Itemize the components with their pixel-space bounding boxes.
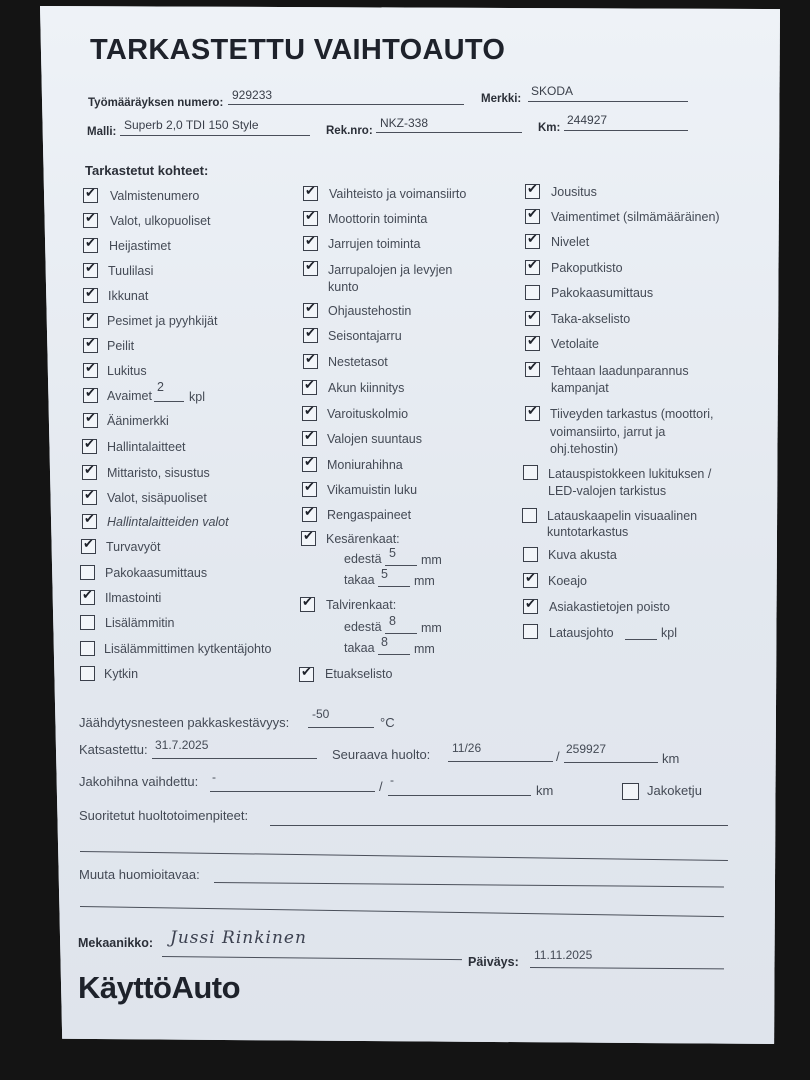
next-service-slash: / [556,749,560,764]
label-ilmastointi: Ilmastointi [105,591,162,605]
winter-rear-line [378,654,410,655]
keys-count: 2 [157,380,164,394]
checkbox-varoituskolmio[interactable] [302,406,317,421]
label-tuulilasi: Tuulilasi [108,264,154,278]
winter-front-line [385,633,417,634]
checkbox-akku[interactable] [302,380,317,395]
label-talvirenkaat: Talvirenkaat: [326,598,397,612]
checkbox-avaimet[interactable] [83,388,98,403]
label-valojen-suuntaus: Valojen suuntaus [327,432,422,446]
next-service-km: 259927 [566,742,607,756]
label-moottori: Moottorin toiminta [328,212,428,226]
checkbox-taka-akselisto[interactable] [525,311,540,326]
checkbox-kuva-akusta[interactable] [523,547,538,562]
date-label: Päiväys: [468,955,519,969]
label-valmistenumero: Valmistenumero [110,189,200,203]
checkbox-valot-sisa[interactable] [82,490,97,505]
label-turvavyot: Turvavyöt [106,540,161,554]
winter-rear-label: takaa [344,641,375,655]
antifreeze-line [308,727,374,728]
label-taka-akselisto: Taka-akselisto [551,312,631,326]
label-aanimerkki: Äänimerkki [107,414,169,428]
work-order-value: 929233 [232,88,273,102]
label-pakoputkisto: Pakoputkisto [551,261,623,275]
checkbox-moottori[interactable] [303,211,318,226]
antifreeze-unit: °C [380,715,395,730]
checkbox-ohjaustehostin[interactable] [303,303,318,318]
model-label: Malli: [87,126,117,138]
checkbox-vetolaite[interactable] [525,336,540,351]
checkbox-pakokaasu-2[interactable] [525,285,540,300]
label-kytkin: Kytkin [104,667,139,681]
label-lisalammitin: Lisälämmitin [105,616,175,630]
label-koeajo: Koeajo [548,574,587,588]
keys-count-line [154,401,184,402]
checkbox-jakoketju[interactable] [622,783,639,800]
winter-rear-value: 8 [381,635,388,649]
label-valot-sisa: Valot, sisäpuoliset [107,491,207,505]
checkbox-tiiveys[interactable] [525,406,540,421]
next-service-date-line [448,761,553,762]
checkbox-lisalammitin[interactable] [80,615,95,630]
label-latauskaapeli: Latauskaapelin visuaalinen kuntotarkastus [547,509,698,539]
km-value: 244927 [567,113,608,127]
belt-unit: km [536,783,554,798]
label-pakokaasu-2: Pakokaasumittaus [551,286,654,300]
checkbox-pakokaasu-1[interactable] [80,565,95,580]
label-seisontajarru: Seisontajarru [328,329,402,343]
checkbox-jarrut[interactable] [303,236,318,251]
label-mittaristo: Mittaristo, sisustus [107,466,210,480]
belt-label: Jakohihna vaihdettu: [79,774,199,789]
label-ohjaustehostin: Ohjaustehostin [328,304,412,318]
summer-rear-unit: mm [414,574,435,588]
winter-front-value: 8 [389,614,396,628]
summer-rear-value: 5 [381,567,388,581]
mechanic-label: Mekaanikko: [78,936,154,950]
checkbox-tuulilasi[interactable] [83,263,98,278]
label-laadunparannus: Tehtaan laadunparannus kampanjat [551,364,689,395]
summer-front-unit: mm [421,553,442,567]
checkbox-pakoputkisto[interactable] [525,260,540,275]
inspected-label: Katsastettu: [79,742,148,757]
next-service-km-line [564,762,658,763]
label-peilit: Peilit [107,339,135,353]
checkbox-hallintalaitteiden-valot[interactable] [82,514,97,529]
checkbox-vikamuisti[interactable] [302,482,317,497]
label-pesimet: Pesimet ja pyyhkijät [107,314,218,328]
work-order-line [228,104,464,105]
summer-front-value: 5 [389,546,396,560]
label-moniurahihna: Moniurahihna [327,458,403,472]
label-vaimentimet: Vaimentimet (silmämääräinen) [551,210,720,224]
winter-front-label: edestä [344,620,382,634]
summer-front-label: edestä [344,552,382,566]
checkbox-nestetasot[interactable] [303,354,318,369]
checkbox-nivelet[interactable] [525,234,540,249]
checkbox-hallintalaitteet[interactable] [82,439,97,454]
checkbox-peilit[interactable] [83,338,98,353]
label-latauspistoke: Latauspistokkeen lukituksen / LED-valojen tarkistus [548,467,712,498]
charging-cable-unit: kpl [661,626,677,640]
winter-rear-unit: mm [414,642,435,656]
summer-front-line [385,565,417,566]
checkbox-aanimerkki[interactable] [83,413,98,428]
label-latausjohto: Latausjohto [549,626,614,640]
checkbox-etuakselisto[interactable] [299,667,314,682]
label-tiiveys: Tiiveyden tarkastus (moottori, voimansiirto, jarrut ja ohj.tehostin) [550,407,714,456]
checkbox-turvavyot[interactable] [81,539,96,554]
label-akku: Akun kiinnitys [328,381,405,395]
inspected-value: 31.7.2025 [155,738,209,752]
reg-label: Rek.nro: [326,125,373,137]
summer-rear-label: takaa [344,573,375,587]
belt-line-2 [388,795,531,796]
label-heijastimet: Heijastimet [109,239,171,253]
belt-line-1 [210,791,375,792]
next-service-label: Seuraava huolto: [332,747,431,762]
checkbox-talvirenkaat[interactable] [300,597,315,612]
brand-line [528,101,688,102]
checkbox-vaihteisto[interactable] [303,186,318,201]
antifreeze-value: -50 [312,707,330,721]
checkbox-latauspistoke[interactable] [523,465,538,480]
brand-label: Merkki: [481,93,522,105]
label-rengaspaineet: Rengaspaineet [327,508,412,522]
label-nivelet: Nivelet [551,235,590,249]
label-avaimet: Avaimet [107,389,152,403]
label-lukitus: Lukitus [107,364,147,378]
belt-value-2: - [390,773,394,787]
label-varoituskolmio: Varoituskolmio [327,407,409,421]
brand-value: SKODA [531,84,574,98]
checkbox-pesimet[interactable] [83,313,98,328]
section-heading: Tarkastetut kohteet: [85,163,209,178]
checkbox-valot-ulko[interactable] [83,213,98,228]
checkbox-latauskaapeli[interactable] [522,508,537,523]
km-label: Km: [538,122,561,134]
checkbox-jousitus[interactable] [525,184,540,199]
checkbox-lukitus[interactable] [83,363,98,378]
label-hallintalaitteet: Hallintalaitteet [107,440,186,454]
service-done-label: Suoritetut huoltotoimenpiteet: [79,808,249,823]
label-etuakselisto: Etuakselisto [325,667,393,681]
label-vaihteisto: Vaihteisto ja voimansiirto [329,187,467,201]
model-value: Superb 2,0 TDI 150 Style [124,118,259,132]
km-line [564,130,688,131]
checkbox-latausjohto[interactable] [523,624,538,639]
checkbox-valojen-suuntaus[interactable] [302,431,317,446]
label-jakoketju: Jakoketju [647,783,702,798]
kayttoauto-logo: KäyttöAuto [78,970,241,1005]
label-hallintalaitteiden-valot: Hallintalaitteiden valot [107,515,229,529]
keys-unit: kpl [189,390,205,404]
checkbox-mittaristo[interactable] [82,465,97,480]
label-asiakastiedot: Asiakastietojen poisto [549,600,670,614]
belt-slash: / [379,779,383,794]
label-jousitus: Jousitus [551,185,597,199]
checkbox-laadunparannus[interactable] [525,362,540,377]
antifreeze-label: Jäähdytysnesteen pakkaskestävyys: [79,715,290,730]
service-done-line-1 [270,825,728,826]
label-valot-ulko: Valot, ulkopuoliset [110,214,211,228]
label-lisalammitin-johto: Lisälämmittimen kytkentäjohto [104,642,272,656]
charging-cable-line [625,639,657,640]
checkbox-jarrupalat[interactable] [303,261,318,276]
next-service-date: 11/26 [452,741,482,755]
belt-value-1: - [212,770,216,784]
checkbox-rengaspaineet[interactable] [302,507,317,522]
model-line [120,135,310,136]
work-order-label: Työmääräyksen numero: [88,97,224,109]
checkbox-asiakastiedot[interactable] [523,599,538,614]
checkbox-kytkin[interactable] [80,666,95,681]
label-kesarenkaat: Kesärenkaat: [326,532,400,546]
checkbox-kesarenkaat[interactable] [301,531,316,546]
date-value: 11.11.2025 [534,948,593,962]
label-vikamuisti: Vikamuistin luku [327,483,418,497]
label-pakokaasu-1: Pakokaasumittaus [105,566,208,580]
label-nestetasot: Nestetasot [328,355,388,369]
summer-rear-line [378,586,410,587]
checkbox-vaimentimet[interactable] [525,209,540,224]
winter-front-unit: mm [421,621,442,635]
mechanic-signature: Jussi Rinkinen [170,928,307,948]
checkbox-moniurahihna[interactable] [302,457,317,472]
notes-label: Muuta huomioitavaa: [79,867,200,882]
checkbox-lisalammitin-johto[interactable] [80,641,95,656]
label-vetolaite: Vetolaite [551,337,599,351]
reg-line [376,132,522,133]
checkbox-valmistenumero[interactable] [83,188,98,203]
checkbox-seisontajarru[interactable] [303,328,318,343]
checkbox-ikkunat[interactable] [83,288,98,303]
next-service-unit: km [662,751,680,766]
label-kuva-akusta: Kuva akusta [548,548,617,562]
label-jarrut: Jarrujen toiminta [328,237,421,251]
label-jarrupalat: Jarrupalojen ja levyjen kunto [328,263,453,294]
checkbox-koeajo[interactable] [523,573,538,588]
label-ikkunat: Ikkunat [108,289,149,303]
checkbox-ilmastointi[interactable] [80,590,95,605]
reg-value: NKZ-338 [380,116,429,130]
checkbox-heijastimet[interactable] [83,238,98,253]
form-title: TARKASTETTU VAIHTOAUTO [90,34,506,66]
inspected-line [152,758,317,759]
